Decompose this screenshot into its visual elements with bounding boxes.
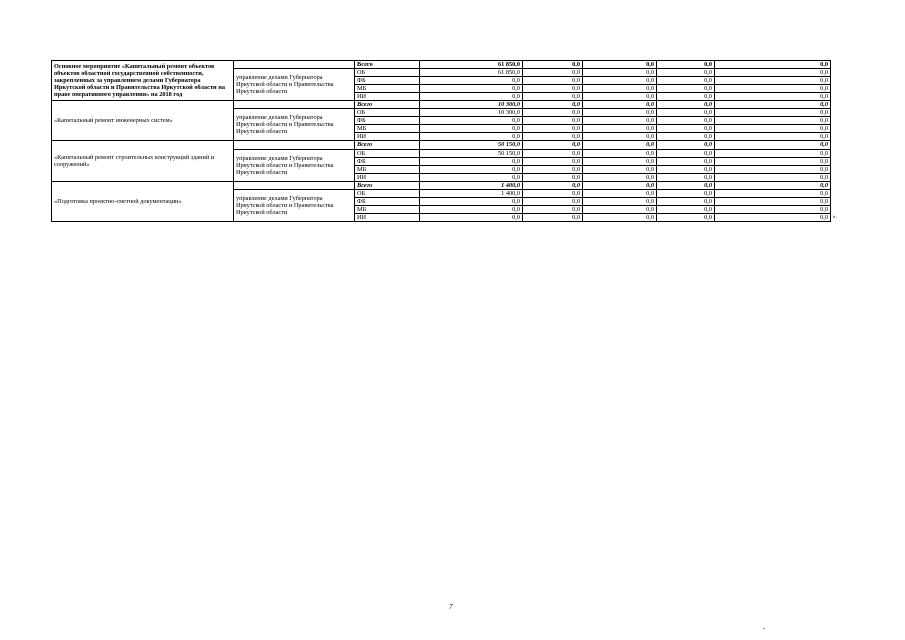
amount-cell: 0,0 <box>715 165 831 173</box>
amount-cell: 0,0 <box>715 77 831 85</box>
amount-cell: 0,0 <box>715 133 831 141</box>
funding-source-cell: ОБ <box>355 189 420 197</box>
amount-cell: 61 850,0 <box>420 69 523 77</box>
amount-cell: 0,0 <box>715 141 831 149</box>
closing-quote-mark: ». <box>832 214 837 221</box>
amount-cell: 0,0 <box>657 133 715 141</box>
funding-source-cell: ИИ <box>355 133 420 141</box>
amount-cell: 0,0 <box>657 61 715 69</box>
amount-cell: 0,0 <box>715 69 831 77</box>
amount-cell: 0,0 <box>523 197 583 205</box>
amount-cell: 0,0 <box>583 181 657 189</box>
amount-cell: 0,0 <box>523 69 583 77</box>
amount-cell: 0,0 <box>583 205 657 213</box>
table-row <box>52 61 831 69</box>
funding-source-cell: МБ <box>355 205 420 213</box>
amount-cell: 0,0 <box>715 125 831 133</box>
amount-cell: 50 150,0 <box>420 141 523 149</box>
executor-blank-cell <box>234 101 355 109</box>
amount-cell: 0,0 <box>420 85 523 93</box>
amount-cell: 0,0 <box>420 213 523 221</box>
amount-cell: 0,0 <box>715 61 831 69</box>
amount-cell: 0,0 <box>523 77 583 85</box>
amount-cell: 0,0 <box>420 173 523 181</box>
amount-cell: 0,0 <box>583 109 657 117</box>
event-name-cell: «Капитальный ремонт инженерных систем» <box>52 101 234 141</box>
amount-cell: 0,0 <box>715 157 831 165</box>
amount-cell: 0,0 <box>715 149 831 157</box>
amount-cell: 0,0 <box>420 77 523 85</box>
amount-cell: 0,0 <box>583 157 657 165</box>
amount-cell: 0,0 <box>657 181 715 189</box>
table-row <box>52 181 831 189</box>
amount-cell: 0,0 <box>657 101 715 109</box>
amount-cell: 10 300,0 <box>420 109 523 117</box>
amount-cell: 0,0 <box>715 109 831 117</box>
amount-cell: 0,0 <box>657 213 715 221</box>
amount-cell: 0,0 <box>657 85 715 93</box>
amount-cell: 0,0 <box>715 213 831 221</box>
funding-source-cell: ФБ <box>355 117 420 125</box>
amount-cell: 0,0 <box>420 133 523 141</box>
amount-cell: 0,0 <box>523 109 583 117</box>
amount-cell: 0,0 <box>420 165 523 173</box>
amount-cell: 0,0 <box>420 197 523 205</box>
amount-cell: 0,0 <box>523 157 583 165</box>
amount-cell: 0,0 <box>715 189 831 197</box>
amount-cell: 0,0 <box>420 157 523 165</box>
budget-sheet <box>51 60 830 222</box>
amount-cell: 0,0 <box>583 93 657 101</box>
amount-cell: 0,0 <box>583 141 657 149</box>
amount-cell: 0,0 <box>715 205 831 213</box>
amount-cell: 10 300,0 <box>420 101 523 109</box>
event-name-cell: Основное мероприятие «Капитальный ремонт объектов объектов областной государственной собственности, закрепленных за управлением делами Губернатора Иркутской области и Правительства Иркутской области на праве оперативного управления» на 2018 год <box>52 61 234 101</box>
amount-cell: 0,0 <box>523 133 583 141</box>
amount-cell: 0,0 <box>657 93 715 101</box>
amount-cell: 0,0 <box>420 125 523 133</box>
amount-cell: 0,0 <box>657 77 715 85</box>
amount-cell: 0,0 <box>523 93 583 101</box>
page-number: 7 <box>449 603 453 611</box>
amount-cell: 0,0 <box>523 173 583 181</box>
amount-cell: 0,0 <box>523 117 583 125</box>
amount-cell: 1 400,0 <box>420 181 523 189</box>
amount-cell: 0,0 <box>523 101 583 109</box>
executor-blank-cell <box>234 141 355 149</box>
amount-cell: 0,0 <box>583 85 657 93</box>
amount-cell: 0,0 <box>523 181 583 189</box>
amount-cell: 0,0 <box>583 197 657 205</box>
funding-source-cell: МБ <box>355 85 420 93</box>
amount-cell: 0,0 <box>583 173 657 181</box>
amount-cell: 0,0 <box>657 173 715 181</box>
amount-cell: 0,0 <box>657 69 715 77</box>
executor-cell: управление делами Губернатора Иркутской области и Правительства Иркутской области <box>234 149 355 181</box>
amount-cell: 0,0 <box>657 109 715 117</box>
budget-table-body <box>52 61 831 222</box>
amount-cell: 0,0 <box>715 85 831 93</box>
amount-cell: 0,0 <box>583 117 657 125</box>
amount-cell: 0,0 <box>523 165 583 173</box>
funding-source-cell: ИИ <box>355 173 420 181</box>
funding-source-cell: МБ <box>355 165 420 173</box>
amount-cell: 0,0 <box>657 117 715 125</box>
funding-source-cell: ОБ <box>355 109 420 117</box>
amount-cell: 0,0 <box>523 205 583 213</box>
amount-cell: 0,0 <box>583 101 657 109</box>
funding-source-cell: ОБ <box>355 149 420 157</box>
funding-source-cell: ФБ <box>355 197 420 205</box>
funding-source-cell: Всего <box>355 181 420 189</box>
amount-cell: 0,0 <box>657 189 715 197</box>
amount-cell: 0,0 <box>715 117 831 125</box>
amount-cell: 0,0 <box>583 125 657 133</box>
executor-blank-cell <box>234 181 355 189</box>
funding-source-cell: ОБ <box>355 69 420 77</box>
amount-cell: 0,0 <box>657 141 715 149</box>
budget-table <box>51 60 831 222</box>
amount-cell: 0,0 <box>523 85 583 93</box>
amount-cell: 1 400,0 <box>420 189 523 197</box>
funding-source-cell: ФБ <box>355 77 420 85</box>
amount-cell: 50 150,0 <box>420 149 523 157</box>
funding-source-cell: ИИ <box>355 93 420 101</box>
executor-cell: управление делами Губернатора Иркутской области и Правительства Иркутской области <box>234 189 355 221</box>
amount-cell: 0,0 <box>657 149 715 157</box>
amount-cell: 0,0 <box>523 141 583 149</box>
table-row <box>52 101 831 109</box>
scan-artifact <box>763 628 765 629</box>
amount-cell: 0,0 <box>523 149 583 157</box>
executor-blank-cell <box>234 61 355 69</box>
funding-source-cell: Всего <box>355 101 420 109</box>
amount-cell: 0,0 <box>715 197 831 205</box>
amount-cell: 0,0 <box>583 213 657 221</box>
amount-cell: 0,0 <box>657 157 715 165</box>
amount-cell: 0,0 <box>715 93 831 101</box>
amount-cell: 0,0 <box>583 165 657 173</box>
amount-cell: 0,0 <box>583 133 657 141</box>
funding-source-cell: ИИ <box>355 213 420 221</box>
funding-source-cell: МБ <box>355 125 420 133</box>
amount-cell: 0,0 <box>523 213 583 221</box>
amount-cell: 0,0 <box>715 181 831 189</box>
amount-cell: 0,0 <box>715 173 831 181</box>
amount-cell: 0,0 <box>523 61 583 69</box>
executor-cell: управление делами Губернатора Иркутской области и Правительства Иркутской области <box>234 69 355 101</box>
amount-cell: 0,0 <box>583 77 657 85</box>
amount-cell: 0,0 <box>420 117 523 125</box>
amount-cell: 0,0 <box>420 205 523 213</box>
amount-cell: 0,0 <box>657 165 715 173</box>
funding-source-cell: ФБ <box>355 157 420 165</box>
amount-cell: 0,0 <box>523 125 583 133</box>
event-name-cell: «Капитальный ремонт строительных конструкций зданий и сооружений» <box>52 141 234 181</box>
table-row <box>52 141 831 149</box>
amount-cell: 0,0 <box>523 189 583 197</box>
funding-source-cell: Всего <box>355 61 420 69</box>
amount-cell: 0,0 <box>657 125 715 133</box>
amount-cell: 0,0 <box>583 61 657 69</box>
amount-cell: 0,0 <box>657 197 715 205</box>
funding-source-cell: Всего <box>355 141 420 149</box>
amount-cell: 0,0 <box>657 205 715 213</box>
executor-cell: управление делами Губернатора Иркутской области и Правительства Иркутской области <box>234 109 355 141</box>
amount-cell: 0,0 <box>420 93 523 101</box>
amount-cell: 0,0 <box>715 101 831 109</box>
amount-cell: 0,0 <box>583 189 657 197</box>
amount-cell: 0,0 <box>583 149 657 157</box>
event-name-cell: «Подготовка проектно-сметной документации» <box>52 181 234 221</box>
amount-cell: 0,0 <box>583 69 657 77</box>
amount-cell: 61 850,0 <box>420 61 523 69</box>
